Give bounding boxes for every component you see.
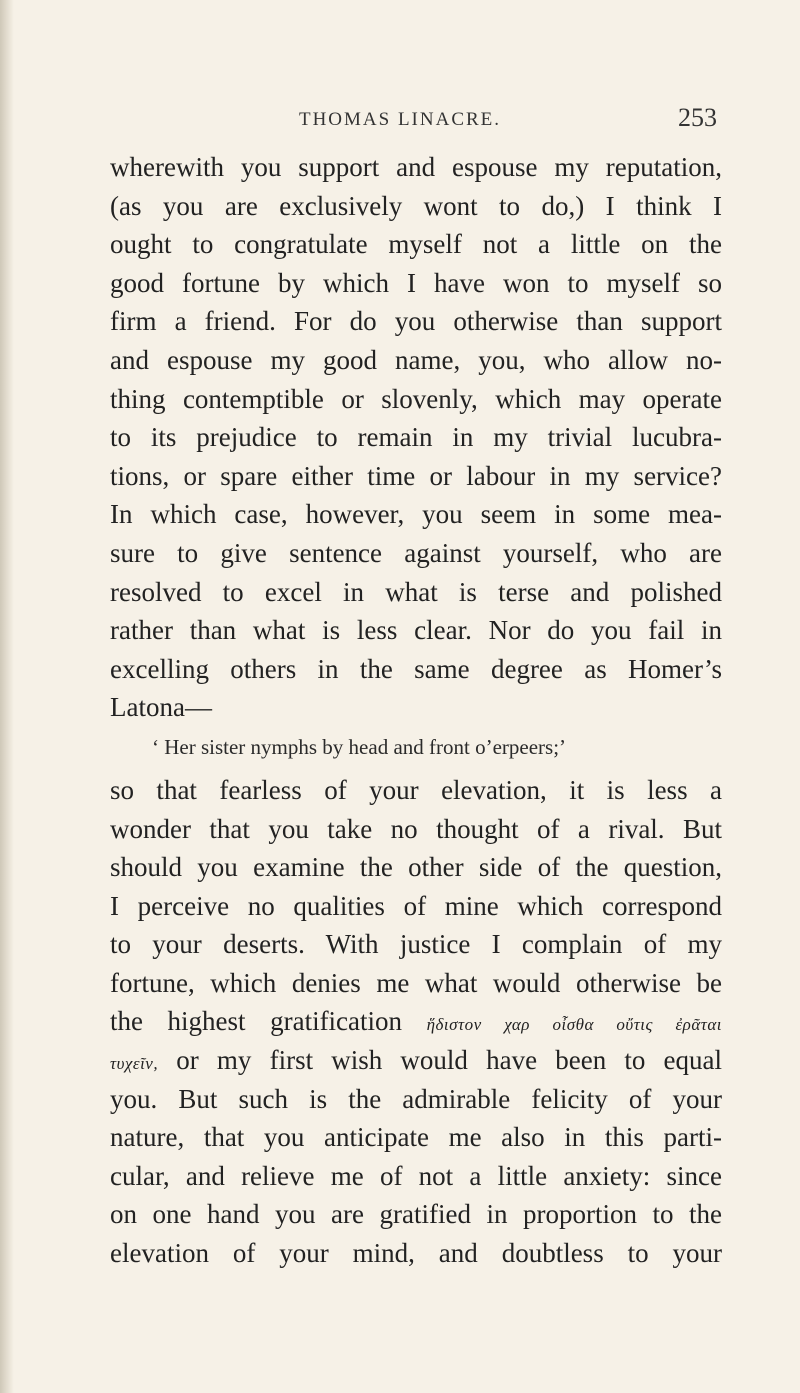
- text-line: ought to congratulate myself not a little on the: [110, 229, 722, 260]
- text-line: elevation of your mind, and doubtless to your: [110, 1238, 722, 1269]
- text-line: and espouse my good name, you, who allow no-: [110, 344, 722, 375]
- text-line: nature, that you anticipate me also in this parti-: [110, 1122, 722, 1153]
- text-line-greek: [110, 1002, 722, 1041]
- text-line: cular, and relieve me of not a little anxiety: since: [110, 1160, 722, 1191]
- text-segment: or my first wish would have been to equal: [158, 1045, 722, 1076]
- text-line: excelling others in the same degree as Homer’s: [110, 653, 722, 684]
- text-line: you. But such is the admirable felicity of your: [110, 1083, 722, 1114]
- page-number: 253: [678, 103, 717, 132]
- text-line: wherewith you support and espouse my reputation,: [110, 152, 722, 182]
- body-text: [110, 148, 722, 1273]
- text-segment: the highest gratification: [110, 1006, 427, 1037]
- text-line: sure to give sentence against yourself, who are: [110, 537, 722, 568]
- spine-shadow: [0, 0, 14, 1393]
- text-line: In which case, however, you seem in some mea-: [110, 499, 722, 530]
- text-line-greek: [110, 1041, 722, 1080]
- page-header: [0, 103, 800, 137]
- text-line: to its prejudice to remain in my trivial lucubra-: [110, 422, 722, 453]
- text-line: rather than what is less clear. Nor do you fail in: [110, 615, 722, 646]
- text-line: Latona—: [110, 692, 212, 723]
- text-line: to your deserts. With justice I complain of my: [110, 929, 722, 960]
- text-line: I perceive no qualities of mine which correspond: [110, 890, 722, 921]
- greek-quotation: ἥδιστον χαρ οἶσθα οὔτις ἐρᾶται: [426, 1015, 722, 1035]
- running-head: THOMAS LINACRE.: [298, 109, 502, 130]
- greek-quotation: τυχεῖν,: [110, 1054, 159, 1074]
- text-line: thing contemptible or slovenly, which may operate: [110, 383, 722, 414]
- text-line: on one hand you are gratified in proportion to the: [110, 1199, 722, 1230]
- text-line: good fortune by which I have won to myself so: [110, 267, 722, 298]
- text-line: wonder that you take no thought of a rival. But: [110, 813, 722, 844]
- text-line: (as you are exclusively wont to do,) I think I: [110, 190, 722, 221]
- text-line: should you examine the other side of the question,: [110, 852, 722, 883]
- text-line: so that fearless of your elevation, it is less a: [110, 774, 722, 805]
- text-line: resolved to excel in what is terse and polished: [110, 576, 722, 607]
- text-line: firm a friend. For do you otherwise than support: [110, 306, 722, 337]
- block-quote: ‘ Her sister nymphs by head and front o’erpeers;’: [152, 734, 567, 759]
- text-line: tions, or spare either time or labour in my service?: [110, 460, 722, 491]
- text-line: fortune, which denies me what would otherwise be: [110, 967, 722, 998]
